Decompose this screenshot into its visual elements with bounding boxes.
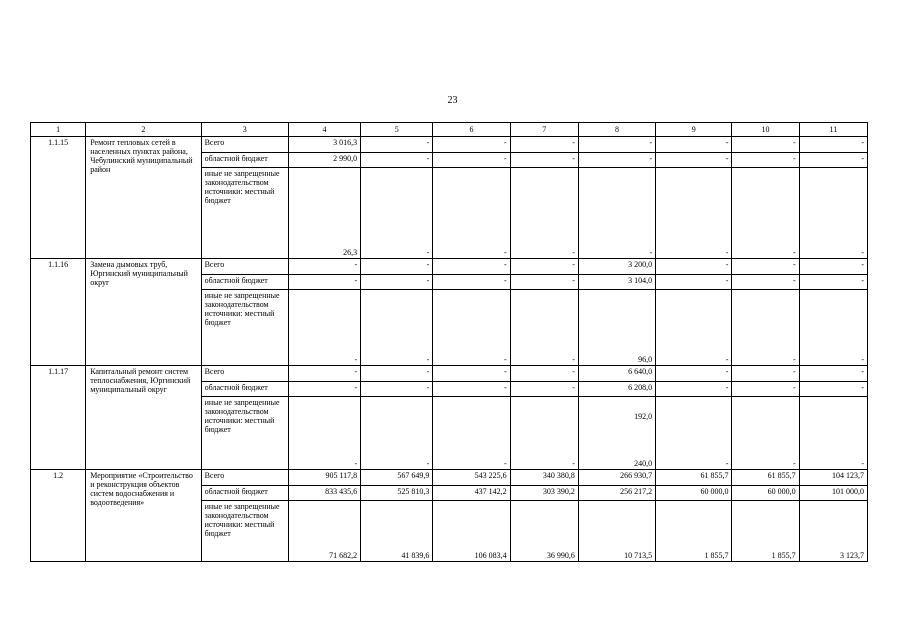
amount-cell: 41 839,6 <box>361 501 433 562</box>
amount-cell: 256 217,2 <box>578 486 655 501</box>
amount-cell: 543 225,6 <box>433 470 510 486</box>
item-name: Капитальный ремонт систем теплоснабжения, Юргинский муниципальный округ <box>86 366 201 470</box>
amount-cell: - <box>433 275 510 290</box>
amount-cell: 3 200,0 <box>578 259 655 275</box>
amount-cell: 60 000,0 <box>732 486 799 501</box>
item-code: 1.1.15 <box>31 137 86 259</box>
amount-cell: 10 713,5 <box>578 501 655 562</box>
amount-cell: - <box>656 259 732 275</box>
amount-value: 240,0 <box>634 459 653 468</box>
amount-cell: - <box>361 137 433 153</box>
item-name: Ремонт тепловых сетей в населенных пунктах района, Чебулинский муниципальный район <box>86 137 201 259</box>
table-row <box>31 470 868 486</box>
funding-source: иные не запрещенные законодательством источники: местный бюджет <box>201 501 288 562</box>
amount-cell: - <box>510 137 578 153</box>
amount-cell: 26,3 <box>288 168 360 259</box>
amount-cell: - <box>433 168 510 259</box>
amount-cell: 3 123,7 <box>799 501 867 562</box>
amount-cell: - <box>361 366 433 382</box>
column-header: 6 <box>433 123 510 137</box>
amount-cell: - <box>799 259 867 275</box>
column-header: 9 <box>656 123 732 137</box>
funding-source: областной бюджет <box>201 486 288 501</box>
amount-cell: - <box>578 153 655 168</box>
amount-cell: - <box>656 366 732 382</box>
amount-cell: - <box>799 382 867 397</box>
amount-cell: - <box>732 168 799 259</box>
amount-cell: - <box>799 397 867 470</box>
amount-cell: 525 810,3 <box>361 486 433 501</box>
amount-cell: - <box>433 290 510 366</box>
amount-cell: - <box>361 168 433 259</box>
budget-table <box>30 122 868 562</box>
amount-cell: 6 640,0 <box>578 366 655 382</box>
column-header: 7 <box>510 123 578 137</box>
amount-cell: - <box>433 382 510 397</box>
funding-source: иные не запрещенные законодательством источники: местный бюджет <box>201 397 288 470</box>
amount-cell: - <box>799 168 867 259</box>
amount-cell: - <box>656 153 732 168</box>
amount-cell: - <box>732 259 799 275</box>
amount-cell: - <box>361 290 433 366</box>
amount-cell: - <box>732 366 799 382</box>
column-header: 2 <box>86 123 201 137</box>
amount-cell: 71 682,2 <box>288 501 360 562</box>
amount-cell: 106 083,4 <box>433 501 510 562</box>
amount-cell: 303 390,2 <box>510 486 578 501</box>
amount-cell: - <box>732 275 799 290</box>
amount-cell: - <box>732 382 799 397</box>
amount-cell: - <box>799 137 867 153</box>
column-header: 11 <box>799 123 867 137</box>
amount-cell: - <box>433 153 510 168</box>
amount-cell: 3 016,3 <box>288 137 360 153</box>
column-header: 5 <box>361 123 433 137</box>
amount-cell: 96,0 <box>578 290 655 366</box>
amount-cell: - <box>433 259 510 275</box>
funding-source: Всего <box>201 137 288 153</box>
amount-cell: - <box>799 275 867 290</box>
amount-cell: - <box>732 153 799 168</box>
amount-cell: 61 855,7 <box>732 470 799 486</box>
amount-cell: - <box>288 382 360 397</box>
amount-cell: - <box>288 366 360 382</box>
amount-cell: 101 000,0 <box>799 486 867 501</box>
amount-cell: 1 855,7 <box>656 501 732 562</box>
amount-cell: - <box>433 366 510 382</box>
amount-cell: - <box>799 366 867 382</box>
table-row <box>31 259 868 275</box>
funding-source: областной бюджет <box>201 153 288 168</box>
amount-cell: - <box>510 366 578 382</box>
amount-cell: - <box>433 397 510 470</box>
amount-cell: - <box>799 290 867 366</box>
amount-cell: - <box>656 137 732 153</box>
amount-cell: 60 000,0 <box>656 486 732 501</box>
item-name: Мероприятие «Строительство и реконструкция объектов систем водоснабжения и водоотведения» <box>86 470 201 562</box>
amount-cell: 36 990,6 <box>510 501 578 562</box>
column-header: 4 <box>288 123 360 137</box>
amount-cell: 2 990,0 <box>288 153 360 168</box>
amount-cell: 905 117,8 <box>288 470 360 486</box>
funding-source: областной бюджет <box>201 382 288 397</box>
amount-cell: - <box>656 275 732 290</box>
amount-cell: - <box>510 382 578 397</box>
amount-cell: 6 208,0 <box>578 382 655 397</box>
column-header: 10 <box>732 123 799 137</box>
amount-cell: - <box>288 275 360 290</box>
funding-source: иные не запрещенные законодательством источники: местный бюджет <box>201 290 288 366</box>
item-code: 1.2 <box>31 470 86 562</box>
amount-cell: - <box>510 275 578 290</box>
amount-cell: - <box>361 397 433 470</box>
amount-cell: - <box>510 259 578 275</box>
amount-cell: 266 930,7 <box>578 470 655 486</box>
amount-cell: - <box>732 137 799 153</box>
amount-cell: 437 142,2 <box>433 486 510 501</box>
amount-cell: - <box>732 290 799 366</box>
amount-cell: 567 649,9 <box>361 470 433 486</box>
table-row <box>31 137 868 153</box>
amount-cell: - <box>578 168 655 259</box>
page-number: 23 <box>447 95 458 106</box>
amount-cell: 1 855,7 <box>732 501 799 562</box>
column-header: 8 <box>578 123 655 137</box>
amount-cell: - <box>510 290 578 366</box>
amount-cell: - <box>510 153 578 168</box>
item-code: 1.1.16 <box>31 259 86 366</box>
amount-cell: 833 435,6 <box>288 486 360 501</box>
amount-cell <box>578 397 655 470</box>
amount-cell: - <box>361 259 433 275</box>
amount-cell: - <box>361 153 433 168</box>
item-name: Замена дымовых труб, Юргинский муниципальный округ <box>86 259 201 366</box>
amount-cell: - <box>288 259 360 275</box>
amount-cell: - <box>361 275 433 290</box>
amount-cell: 104 123,7 <box>799 470 867 486</box>
table-row <box>31 366 868 382</box>
column-header: 1 <box>31 123 86 137</box>
column-header: 3 <box>201 123 288 137</box>
amount-cell: - <box>510 168 578 259</box>
amount-cell: - <box>288 290 360 366</box>
funding-source: областной бюджет <box>201 275 288 290</box>
amount-cell: - <box>732 397 799 470</box>
amount-cell: 3 104,0 <box>578 275 655 290</box>
funding-source: Всего <box>201 470 288 486</box>
amount-cell: - <box>361 382 433 397</box>
amount-cell: - <box>799 153 867 168</box>
amount-cell: - <box>656 290 732 366</box>
funding-source: Всего <box>201 366 288 382</box>
amount-cell: - <box>656 382 732 397</box>
funding-source: Всего <box>201 259 288 275</box>
amount-cell: 61 855,7 <box>656 470 732 486</box>
amount-cell: - <box>433 137 510 153</box>
item-code: 1.1.17 <box>31 366 86 470</box>
header-row <box>31 123 868 137</box>
funding-source: иные не запрещенные законодательством источники: местный бюджет <box>201 168 288 259</box>
amount-cell: - <box>656 168 732 259</box>
amount-cell: - <box>578 137 655 153</box>
amount-cell: 340 380,8 <box>510 470 578 486</box>
amount-cell: - <box>656 397 732 470</box>
amount-cell: - <box>288 397 360 470</box>
amount-extra: 192,0 <box>634 412 653 421</box>
amount-cell: - <box>510 397 578 470</box>
